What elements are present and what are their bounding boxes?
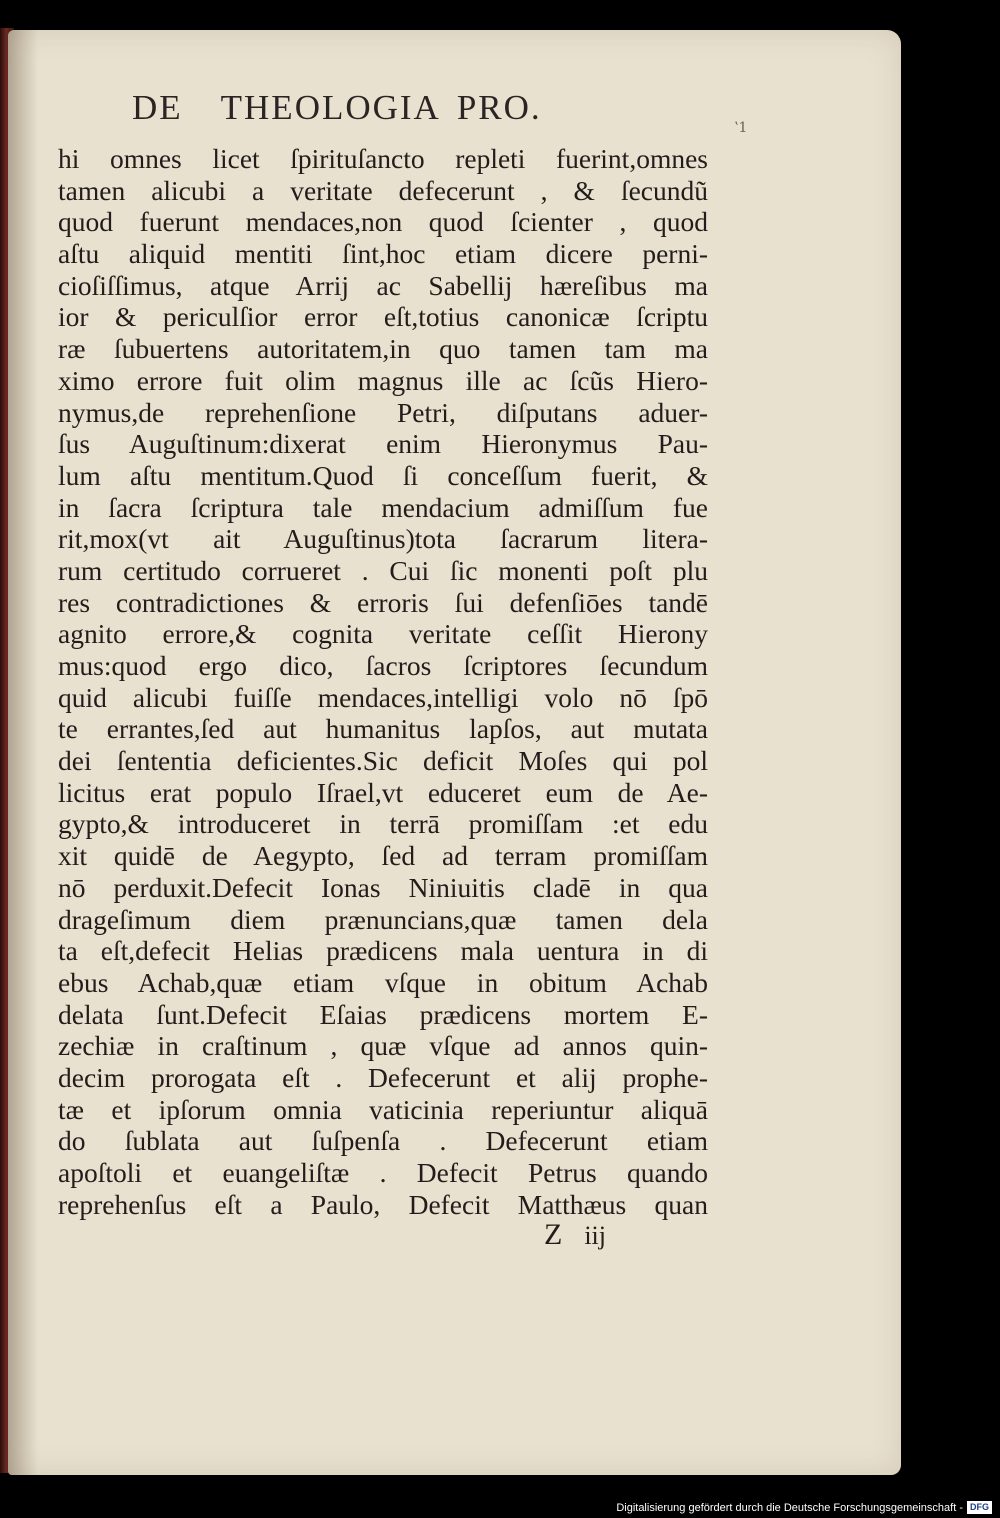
text-line: lum aſtu mentitum.Quod ſi conceſſum fuerit, & xyxy=(58,459,708,491)
digitization-credit xyxy=(616,1501,992,1514)
signature-mark xyxy=(544,1218,606,1252)
text-line: ximo errore fuit olim magnus ille ac ſcũs Hiero- xyxy=(58,364,708,396)
text-line: licitus erat populo Iſrael,vt educeret eum de Ae- xyxy=(58,776,708,808)
text-line: quid alicubi fuiſſe mendaces,intelligi volo nō ſpō xyxy=(58,681,708,713)
text-line: in ſacra ſcriptura tale mendacium admiſſum fue xyxy=(58,491,708,523)
credit-text: Digitalisierung gefördert durch die Deutsche Forschungsgemeinschaft - xyxy=(616,1501,963,1514)
text-line: reprehenſus eſt a Paulo, Defecit Matthæus quan xyxy=(58,1188,708,1220)
text-line: quod fuerunt mendaces,non quod ſcienter , quod xyxy=(58,206,708,238)
signature-letter: Z xyxy=(544,1218,563,1251)
running-head-word-3: PRO. xyxy=(456,88,542,127)
text-line: ta eſt,defecit Helias prædicens mala uentura in di xyxy=(58,935,708,967)
text-line: hi omnes licet ſpirituſancto repleti fuerint,omnes xyxy=(58,143,708,174)
text-line: nymus,de reprehenſione Petri, diſputans aduer- xyxy=(58,396,708,428)
text-line: cioſiſſimus, atque Arrij ac Sabellij hæreſibus ma xyxy=(58,269,708,301)
running-head-word-1: DE xyxy=(132,88,183,127)
text-line: dei ſententia deficientes.Sic deficit Moſes qui pol xyxy=(58,745,708,777)
margin-mark: ʽ1 xyxy=(734,120,748,136)
running-head-word-2: THEOLOGIA xyxy=(220,88,441,127)
text-line: tamen alicubi a veritate defecerunt , & ſecundũ xyxy=(58,174,708,206)
text-line: agnito errore,& cognita veritate ceſſit Hierony xyxy=(58,618,708,650)
text-line: ebus Achab,quæ etiam vſque in obitum Achab xyxy=(58,966,708,998)
text-line: apoſtoli et euangeliſtæ . Defecit Petrus quando xyxy=(58,1157,708,1188)
text-line: mus:quod ergo dico, ſacros ſcriptores ſecundum xyxy=(58,650,708,681)
text-line: ior & periculſior error eſt,totius canonicæ ſcriptu xyxy=(58,301,708,333)
text-line: te errantes,ſed aut humanitus lapſos, aut mutata xyxy=(58,713,708,745)
text-line: zechiæ in craſtinum , quæ vſque ad annos quin- xyxy=(58,1030,708,1062)
text-line: xit quidē de Aegypto, ſed ad terram promiſſam xyxy=(58,840,708,872)
signature-number: iij xyxy=(584,1221,606,1250)
text-line: ſus Auguſtinum:dixerat enim Hieronymus Pau- xyxy=(58,428,708,460)
text-line: ræ ſubuertens autoritatem,in quo tamen tam ma xyxy=(58,333,708,365)
text-line: gypto,& introduceret in terrā promiſſam :et edu xyxy=(58,808,708,840)
running-head xyxy=(132,88,542,128)
text-line: decim prorogata eſt . Defecerunt et alij prophe- xyxy=(58,1061,708,1093)
text-line: drageſimum diem prænuncians,quæ tamen dela xyxy=(58,903,708,935)
text-line: nō perduxit.Defecit Ionas Niniuitis cladē in qua xyxy=(58,871,708,903)
text-line: res contradictiones & erroris ſui defenſiōes tandē xyxy=(58,586,708,618)
text-line: do ſublata aut ſuſpenſa . Defecerunt etiam xyxy=(58,1125,708,1157)
text-line: aſtu aliquid mentiti ſint,hoc etiam dicere perni- xyxy=(58,238,708,270)
text-line: rit,mox(vt ait Auguſtinus)tota ſacrarum litera- xyxy=(58,523,708,555)
text-line: tæ et ipſorum omnia vaticinia reperiuntur aliquā xyxy=(58,1093,708,1125)
body-text xyxy=(58,143,708,1220)
text-line: rum certitudo corrueret . Cui ſic monenti poſt plu xyxy=(58,554,708,586)
text-line: delata ſunt.Defecit Eſaias prædicens mortem E- xyxy=(58,998,708,1030)
dfg-logo: DFG xyxy=(967,1501,992,1514)
